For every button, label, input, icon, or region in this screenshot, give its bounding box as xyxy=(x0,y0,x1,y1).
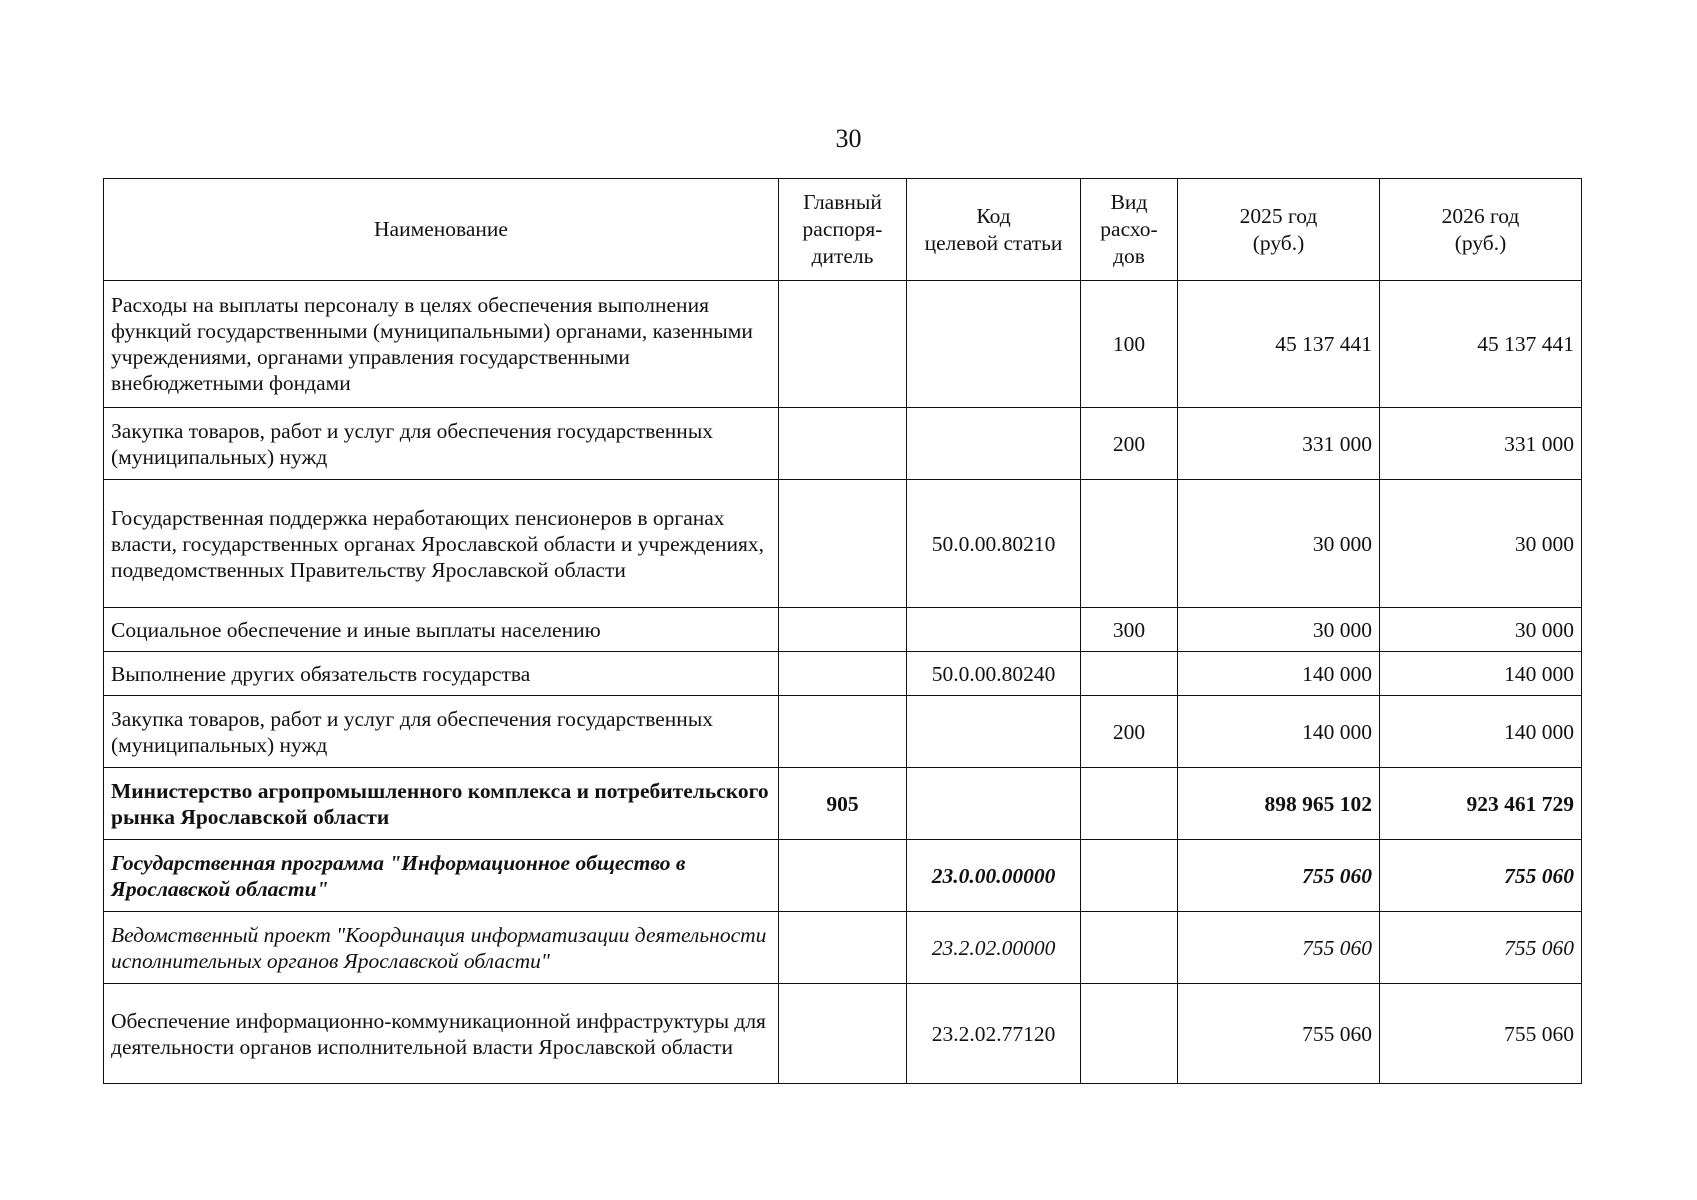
budget-table xyxy=(103,178,1582,1084)
table-row xyxy=(104,480,1582,608)
row-code: 50.0.00.80210 xyxy=(907,480,1081,608)
row-manager xyxy=(779,840,907,912)
row-2025: 140 000 xyxy=(1178,652,1380,696)
row-manager xyxy=(779,480,907,608)
row-manager xyxy=(779,696,907,768)
row-type: 200 xyxy=(1081,696,1178,768)
row-code: 23.0.00.00000 xyxy=(907,840,1081,912)
row-2025: 140 000 xyxy=(1178,696,1380,768)
row-name: Выполнение других обязательств государства xyxy=(104,652,779,696)
row-2025: 755 060 xyxy=(1178,912,1380,984)
table-header-row xyxy=(104,179,1582,281)
table-row xyxy=(104,608,1582,652)
row-type: 100 xyxy=(1081,281,1178,408)
row-2026: 755 060 xyxy=(1380,840,1582,912)
row-type xyxy=(1081,768,1178,840)
table-row xyxy=(104,408,1582,480)
row-2026: 140 000 xyxy=(1380,652,1582,696)
row-2025: 898 965 102 xyxy=(1178,768,1380,840)
table-row xyxy=(104,281,1582,408)
row-name: Расходы на выплаты персоналу в целях обеспечения выполнения функций государственными (муниципальными) органами, казенными учреждениями, органами управления государственными внебюджетными фондами xyxy=(104,281,779,408)
row-type xyxy=(1081,652,1178,696)
row-2025: 755 060 xyxy=(1178,840,1380,912)
header-expense-type: Вид расхо- дов xyxy=(1081,179,1178,281)
row-manager xyxy=(779,608,907,652)
row-manager: 905 xyxy=(779,768,907,840)
table-row xyxy=(104,912,1582,984)
row-manager xyxy=(779,912,907,984)
row-2026: 923 461 729 xyxy=(1380,768,1582,840)
row-code: 23.2.02.00000 xyxy=(907,912,1081,984)
row-2025: 755 060 xyxy=(1178,984,1380,1084)
row-type xyxy=(1081,840,1178,912)
row-2025: 30 000 xyxy=(1178,480,1380,608)
row-code xyxy=(907,408,1081,480)
row-2026: 755 060 xyxy=(1380,984,1582,1084)
row-2025: 331 000 xyxy=(1178,408,1380,480)
row-2026: 755 060 xyxy=(1380,912,1582,984)
row-type xyxy=(1081,912,1178,984)
row-2026: 331 000 xyxy=(1380,408,1582,480)
table-row xyxy=(104,768,1582,840)
row-type: 300 xyxy=(1081,608,1178,652)
row-2026: 140 000 xyxy=(1380,696,1582,768)
table-row xyxy=(104,840,1582,912)
row-code xyxy=(907,696,1081,768)
row-code xyxy=(907,281,1081,408)
header-name: Наименование xyxy=(104,179,779,281)
header-year-2025: 2025 год (руб.) xyxy=(1178,179,1380,281)
table-row xyxy=(104,696,1582,768)
row-manager xyxy=(779,408,907,480)
row-name: Государственная программа "Информационное общество в Ярославской области" xyxy=(104,840,779,912)
row-name: Министерство агропромышленного комплекса и потребительского рынка Ярославской области xyxy=(104,768,779,840)
row-name: Ведомственный проект "Координация информатизации деятельности исполнительных органов Ярославской области" xyxy=(104,912,779,984)
row-2026: 30 000 xyxy=(1380,480,1582,608)
row-code: 23.2.02.77120 xyxy=(907,984,1081,1084)
row-name: Обеспечение информационно-коммуникационной инфраструктуры для деятельности органов исполнительной власти Ярославской области xyxy=(104,984,779,1084)
row-manager xyxy=(779,984,907,1084)
row-type xyxy=(1081,480,1178,608)
row-2025: 30 000 xyxy=(1178,608,1380,652)
row-manager xyxy=(779,652,907,696)
page-number: 30 xyxy=(835,124,862,153)
row-2025: 45 137 441 xyxy=(1178,281,1380,408)
row-name: Закупка товаров, работ и услуг для обеспечения государственных (муниципальных) нужд xyxy=(104,696,779,768)
row-code: 50.0.00.80240 xyxy=(907,652,1081,696)
row-type: 200 xyxy=(1081,408,1178,480)
table-row xyxy=(104,652,1582,696)
row-2026: 45 137 441 xyxy=(1380,281,1582,408)
row-name: Социальное обеспечение и иные выплаты населению xyxy=(104,608,779,652)
row-type xyxy=(1081,984,1178,1084)
row-manager xyxy=(779,281,907,408)
table-row xyxy=(104,984,1582,1084)
row-code xyxy=(907,768,1081,840)
row-2026: 30 000 xyxy=(1380,608,1582,652)
row-name: Государственная поддержка неработающих пенсионеров в органах власти, государственных органах Ярославской области и учреждениях, подведомственных Правительству Ярославской области xyxy=(104,480,779,608)
header-main-manager: Главный распоря- дитель xyxy=(779,179,907,281)
row-code xyxy=(907,608,1081,652)
row-name: Закупка товаров, работ и услуг для обеспечения государственных (муниципальных) нужд xyxy=(104,408,779,480)
header-year-2026: 2026 год (руб.) xyxy=(1380,179,1582,281)
header-target-code: Код целевой статьи xyxy=(907,179,1081,281)
